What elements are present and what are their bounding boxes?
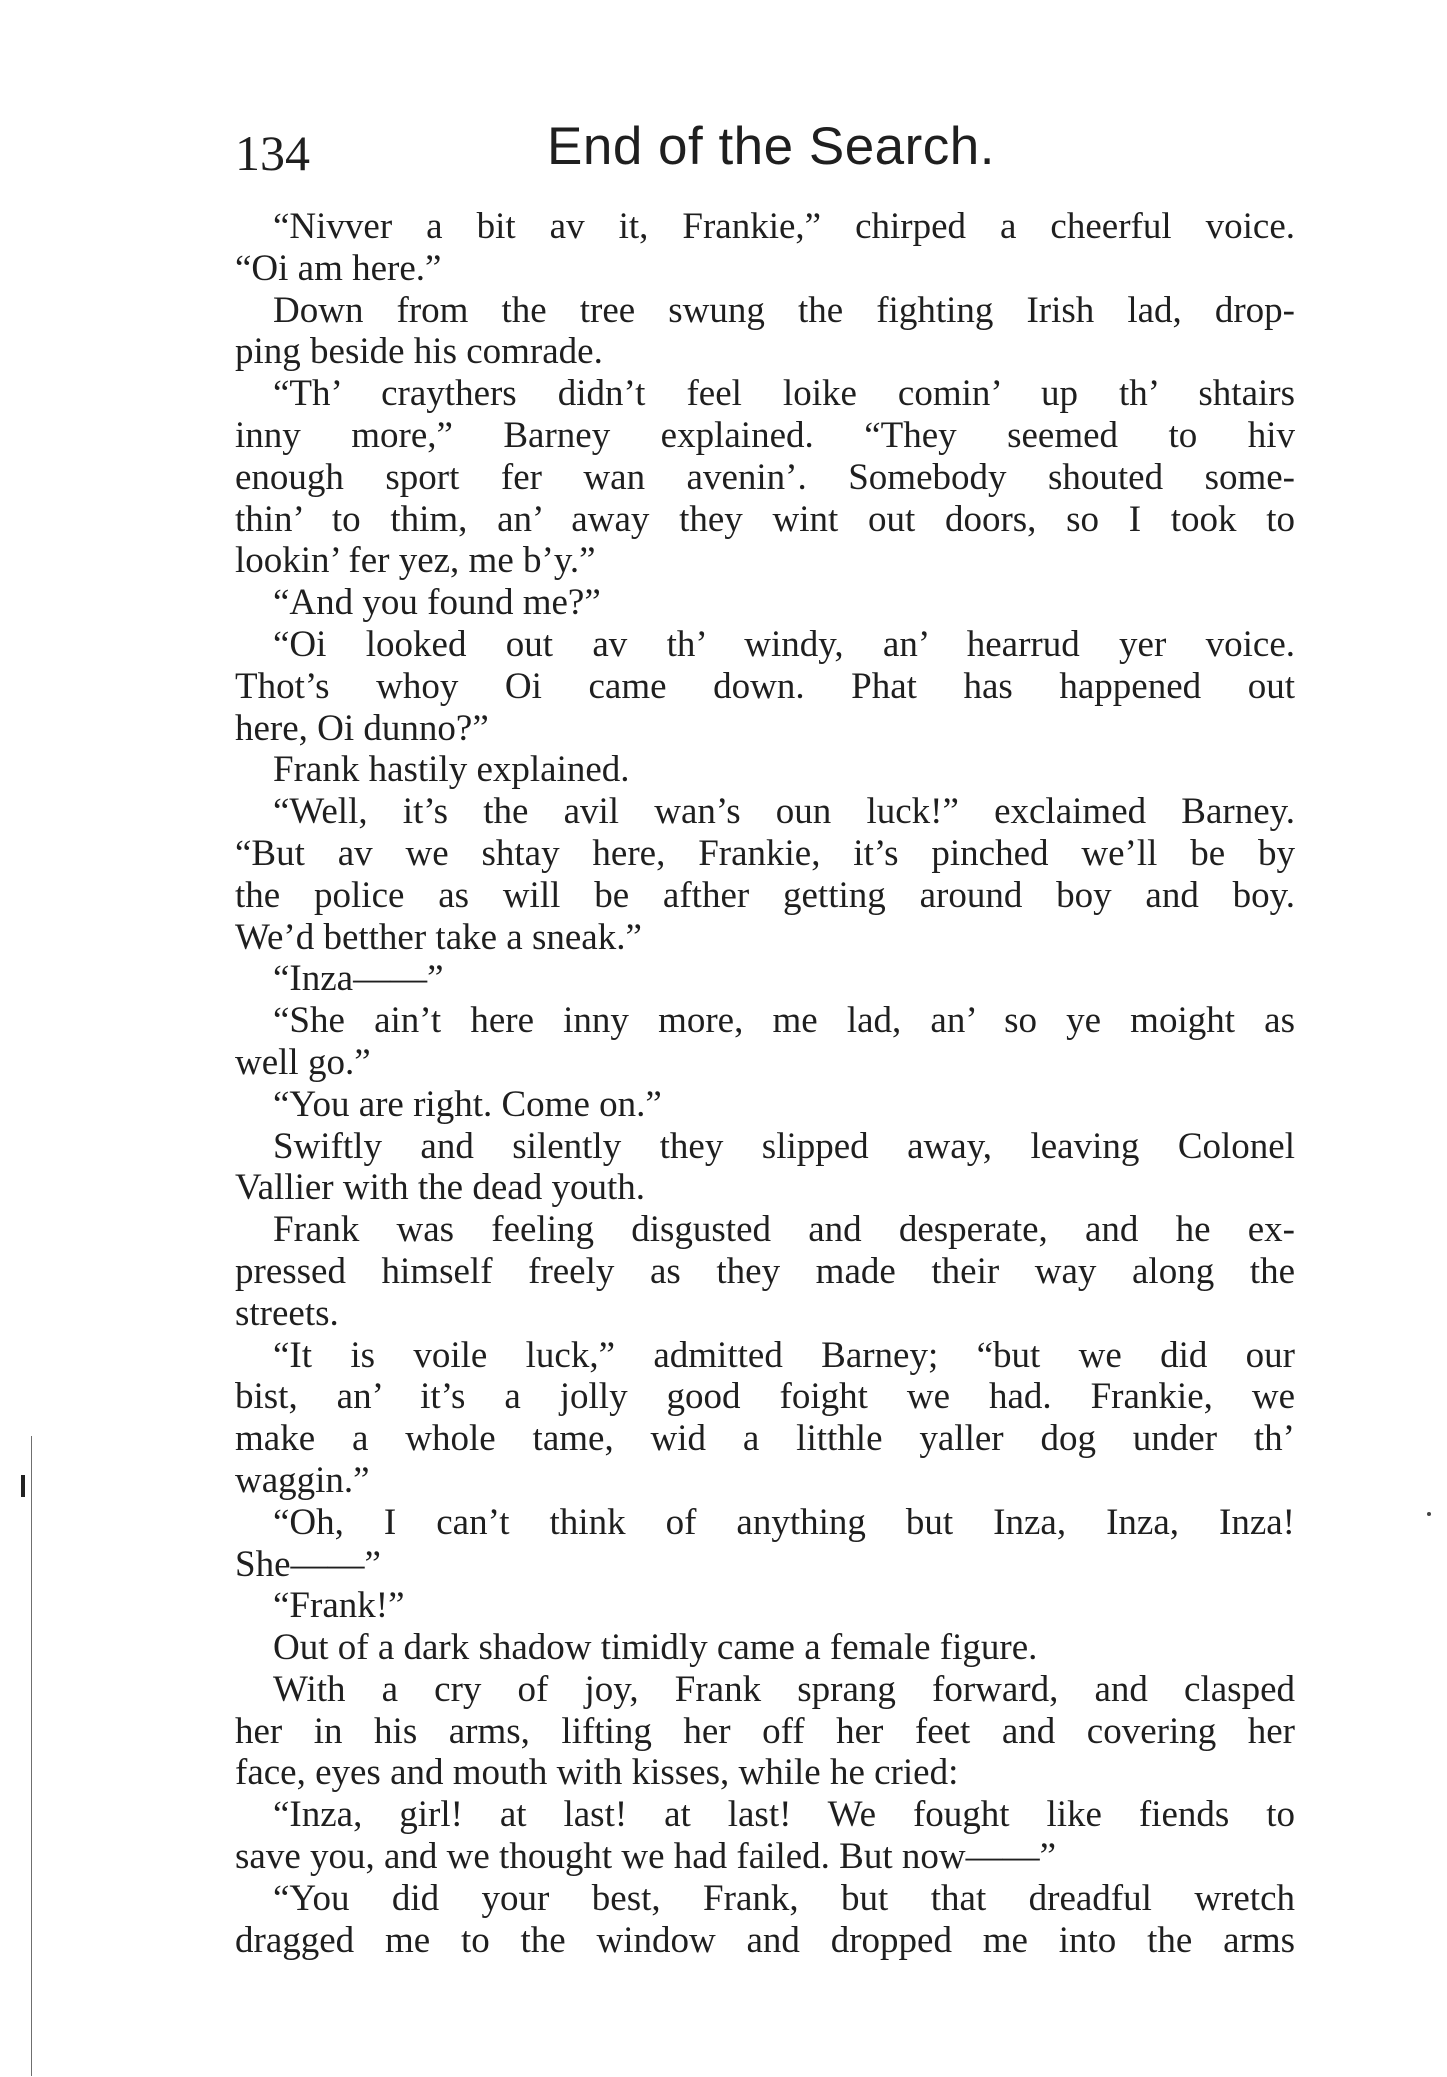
text-line: ping beside his comrade.: [235, 331, 603, 373]
text-line: “You did your best, Frank, but that dreadful wretch: [273, 1877, 1295, 1919]
text-line: face, eyes and mouth with kisses, while he cried:: [235, 1752, 959, 1794]
text-line: “Inza, girl! at last! at last! We fought like fiends to: [273, 1794, 1295, 1836]
running-head: End of the Search.: [547, 117, 996, 176]
text-line: We’d betther take a sneak.”: [235, 916, 642, 958]
text-line: save you, and we thought we had failed. But now——”: [235, 1836, 1057, 1878]
text-line: the police as will be afther getting around boy and boy.: [235, 874, 1295, 916]
text-line: With a cry of joy, Frank sprang forward, and clasped: [273, 1668, 1295, 1710]
paper-speck: [1427, 1512, 1431, 1516]
body-text: [235, 206, 1295, 1961]
text-line: “She ain’t here inny more, me lad, an’ so ye moight as: [273, 1000, 1295, 1042]
text-line: “Oh, I can’t think of anything but Inza, Inza, Inza!: [273, 1501, 1295, 1543]
text-line: waggin.”: [235, 1459, 370, 1501]
text-line: “Frank!”: [273, 1585, 405, 1627]
text-line: lookin’ fer yez, me b’y.”: [235, 540, 596, 582]
page-edge-mark: [21, 1475, 25, 1497]
text-line: well go.”: [235, 1041, 371, 1083]
text-line: She——”: [235, 1543, 381, 1585]
text-line: her in his arms, lifting her off her feet and covering her: [235, 1710, 1295, 1752]
text-line: enough sport fer wan avenin’. Somebody shouted some-: [235, 456, 1295, 498]
page-number: 134: [235, 125, 310, 181]
page-edge-line: [31, 1436, 32, 2076]
text-line: Down from the tree swung the fighting Irish lad, drop-: [273, 289, 1295, 331]
text-line: here, Oi dunno?”: [235, 707, 489, 749]
text-line: Frank was feeling disgusted and desperate, and he ex-: [273, 1209, 1295, 1251]
text-line: “Oi looked out av th’ windy, an’ hearrud yer voice.: [273, 623, 1295, 665]
text-line: “Inza——”: [273, 958, 444, 1000]
text-line: make a whole tame, wid a litthle yaller dog under th’: [235, 1418, 1295, 1460]
text-line: dragged me to the window and dropped me into the arms: [235, 1919, 1295, 1961]
text-line: streets.: [235, 1292, 339, 1334]
text-line: Out of a dark shadow timidly came a female figure.: [273, 1627, 1038, 1669]
text-line: thin’ to thim, an’ away they wint out doors, so I took to: [235, 498, 1295, 540]
text-line: Vallier with the dead youth.: [235, 1167, 645, 1209]
text-line: “And you found me?”: [273, 582, 601, 624]
text-line: Swiftly and silently they slipped away, leaving Colonel: [273, 1125, 1295, 1167]
text-line: bist, an’ it’s a jolly good foight we had. Frankie, we: [235, 1376, 1295, 1418]
text-line: “It is voile luck,” admitted Barney; “but we did our: [273, 1334, 1295, 1376]
text-line: inny more,” Barney explained. “They seemed to hiv: [235, 414, 1295, 456]
text-line: “Th’ craythers didn’t feel loike comin’ up th’ shtairs: [273, 373, 1295, 415]
text-line: Thot’s whoy Oi came down. Phat has happened out: [235, 665, 1295, 707]
text-line: “You are right. Come on.”: [273, 1083, 662, 1125]
text-line: pressed himself freely as they made their way along the: [235, 1250, 1295, 1292]
text-line: “Nivver a bit av it, Frankie,” chirped a cheerful voice.: [273, 206, 1295, 247]
text-line: “But av we shtay here, Frankie, it’s pinched we’ll be by: [235, 832, 1295, 874]
text-line: “Well, it’s the avil wan’s oun luck!” exclaimed Barney.: [273, 791, 1295, 833]
text-line: Frank hastily explained.: [273, 749, 630, 791]
text-line: “Oi am here.”: [235, 247, 442, 289]
